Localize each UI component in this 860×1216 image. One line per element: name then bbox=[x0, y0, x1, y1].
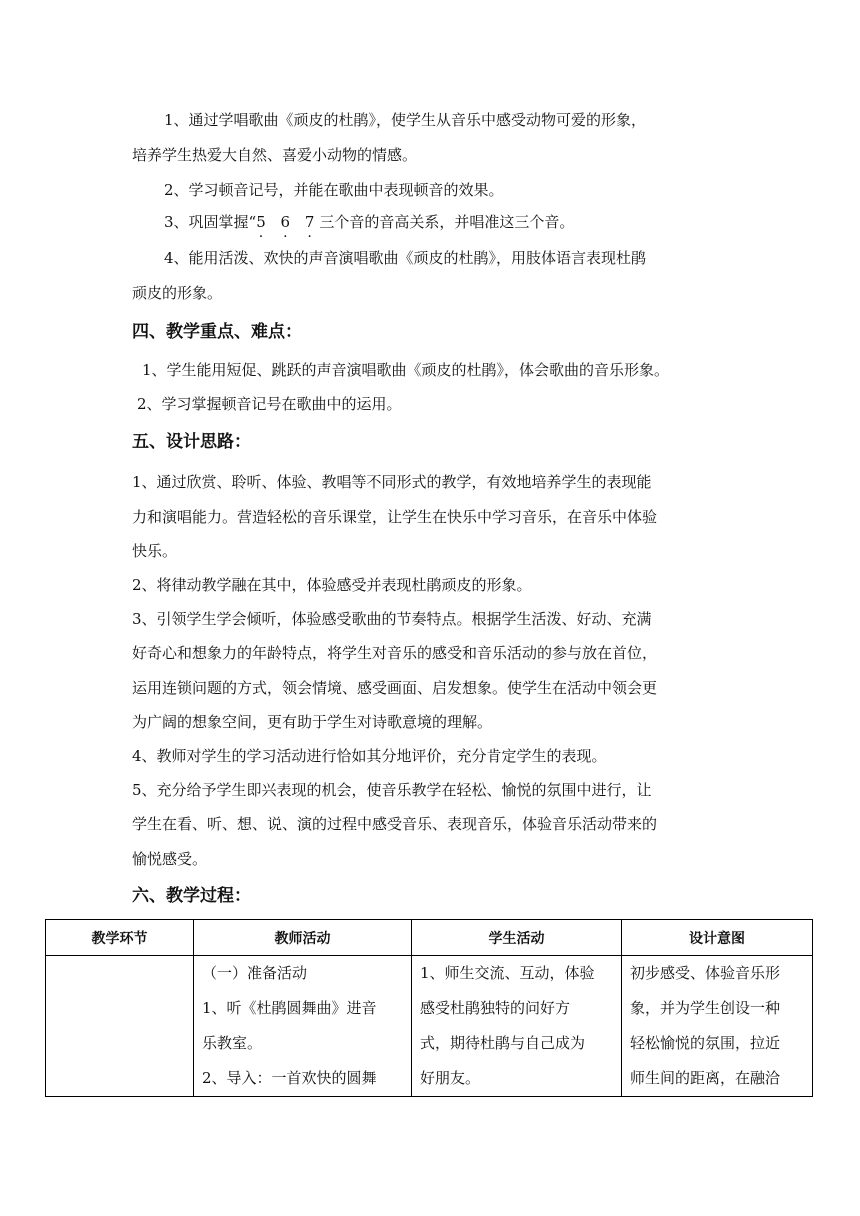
section5-line: 力和演唱能力。营造轻松的音乐课堂，让学生在快乐中学习音乐，在音乐中体验 bbox=[132, 508, 658, 526]
section5-line: 运用连锁问题的方式，领会情境、感受画面、启发想象。使学生在活动中领会更 bbox=[132, 679, 658, 697]
cell-stage bbox=[46, 956, 194, 1097]
cell-teacher bbox=[194, 956, 412, 1097]
objective-3 bbox=[164, 212, 574, 232]
intent-line: 师生间的距离，在融洽 bbox=[630, 1069, 781, 1087]
section4-heading: 四、教学重点、难点： bbox=[132, 322, 302, 342]
intent-line: 象，并为学生创设一种 bbox=[630, 999, 781, 1017]
note-5: 5 . bbox=[256, 212, 271, 232]
teacher-line: （一）准备活动 bbox=[202, 964, 308, 982]
objective-4-line1: 4、能用活泼、欢快的声音演唱歌曲《顽皮的杜鹃》，用肢体语言表现杜鹃 bbox=[164, 249, 647, 267]
student-line: 式，期待杜鹃与自己成为 bbox=[420, 1034, 586, 1052]
objective-1-line2: 培养学生热爱大自然、喜爱小动物的情感。 bbox=[132, 146, 418, 164]
note-6: 6 . bbox=[281, 212, 296, 232]
section5-line: 愉悦感受。 bbox=[132, 850, 208, 868]
section5-line: 快乐。 bbox=[132, 542, 178, 560]
section5-line: 为广阔的想象空间，更有助于学生对诗歌意境的理解。 bbox=[132, 713, 493, 731]
objective-4-line2: 顽皮的形象。 bbox=[132, 284, 223, 302]
section5-line: 2、将律动教学融在其中，体验感受并表现杜鹃顽皮的形象。 bbox=[132, 576, 532, 594]
table-row bbox=[46, 956, 813, 1097]
col-header-teacher: 教师活动 bbox=[194, 920, 412, 956]
objective-3-prefix: 3、巩固掌握“ bbox=[164, 213, 257, 231]
teacher-line: 1、听《杜鹃圆舞曲》进音 bbox=[202, 999, 377, 1017]
col-header-student: 学生活动 bbox=[412, 920, 622, 956]
col-header-intent: 设计意图 bbox=[622, 920, 813, 956]
section5-heading: 五、设计思路： bbox=[132, 432, 251, 452]
note-7: 7 . bbox=[305, 212, 320, 232]
student-line: 好朋友。 bbox=[420, 1069, 481, 1087]
objective-2: 2、学习顿音记号，并能在歌曲中表现顿音的效果。 bbox=[164, 181, 504, 199]
section5-line: 1、通过欣赏、聆听、体验、教唱等不同形式的教学，有效地培养学生的表现能 bbox=[132, 473, 652, 491]
section4-item-2: 2、学习掌握顿音记号在歌曲中的运用。 bbox=[137, 395, 402, 413]
section5-line: 3、引领学生学会倾听，体验感受歌曲的节奏特点。根据学生活泼、好动、充满 bbox=[132, 610, 652, 628]
section5-line: 4、教师对学生的学习活动进行恰如其分地评价，充分肯定学生的表现。 bbox=[132, 747, 607, 765]
student-line: 1、师生交流、互动，体验 bbox=[420, 964, 595, 982]
teacher-line: 2、导入：一首欢快的圆舞 bbox=[202, 1069, 377, 1087]
notes-567 bbox=[256, 213, 319, 231]
teaching-process-table bbox=[45, 919, 813, 1097]
intent-line: 初步感受、体验音乐形 bbox=[630, 964, 781, 982]
table-header-row bbox=[46, 920, 813, 956]
objective-3-suffix: 三个音的音高关系，并唱准这三个音。 bbox=[319, 213, 575, 231]
section5-line: 学生在看、听、想、说、演的过程中感受音乐、表现音乐，体验音乐活动带来的 bbox=[132, 815, 658, 833]
cell-student bbox=[412, 956, 622, 1097]
section5-line: 5、充分给予学生即兴表现的机会，使音乐教学在轻松、愉悦的氛围中进行，让 bbox=[132, 781, 652, 799]
intent-line: 轻松愉悦的氛围，拉近 bbox=[630, 1034, 781, 1052]
cell-intent bbox=[622, 956, 813, 1097]
student-line: 感受杜鹃独特的问好方 bbox=[420, 999, 571, 1017]
section5-line: 好奇心和想象力的年龄特点，将学生对音乐的感受和音乐活动的参与放在首位， bbox=[132, 644, 658, 662]
teacher-line: 乐教室。 bbox=[202, 1034, 263, 1052]
section4-item-1: 1、学生能用短促、跳跃的声音演唱歌曲《顽皮的杜鹃》，体会歌曲的音乐形象。 bbox=[142, 361, 670, 379]
col-header-stage: 教学环节 bbox=[46, 920, 194, 956]
section6-heading: 六、教学过程： bbox=[132, 886, 251, 906]
objective-1-line1: 1、通过学唱歌曲《顽皮的杜鹃》，使学生从音乐中感受动物可爱的形象， bbox=[164, 111, 647, 129]
